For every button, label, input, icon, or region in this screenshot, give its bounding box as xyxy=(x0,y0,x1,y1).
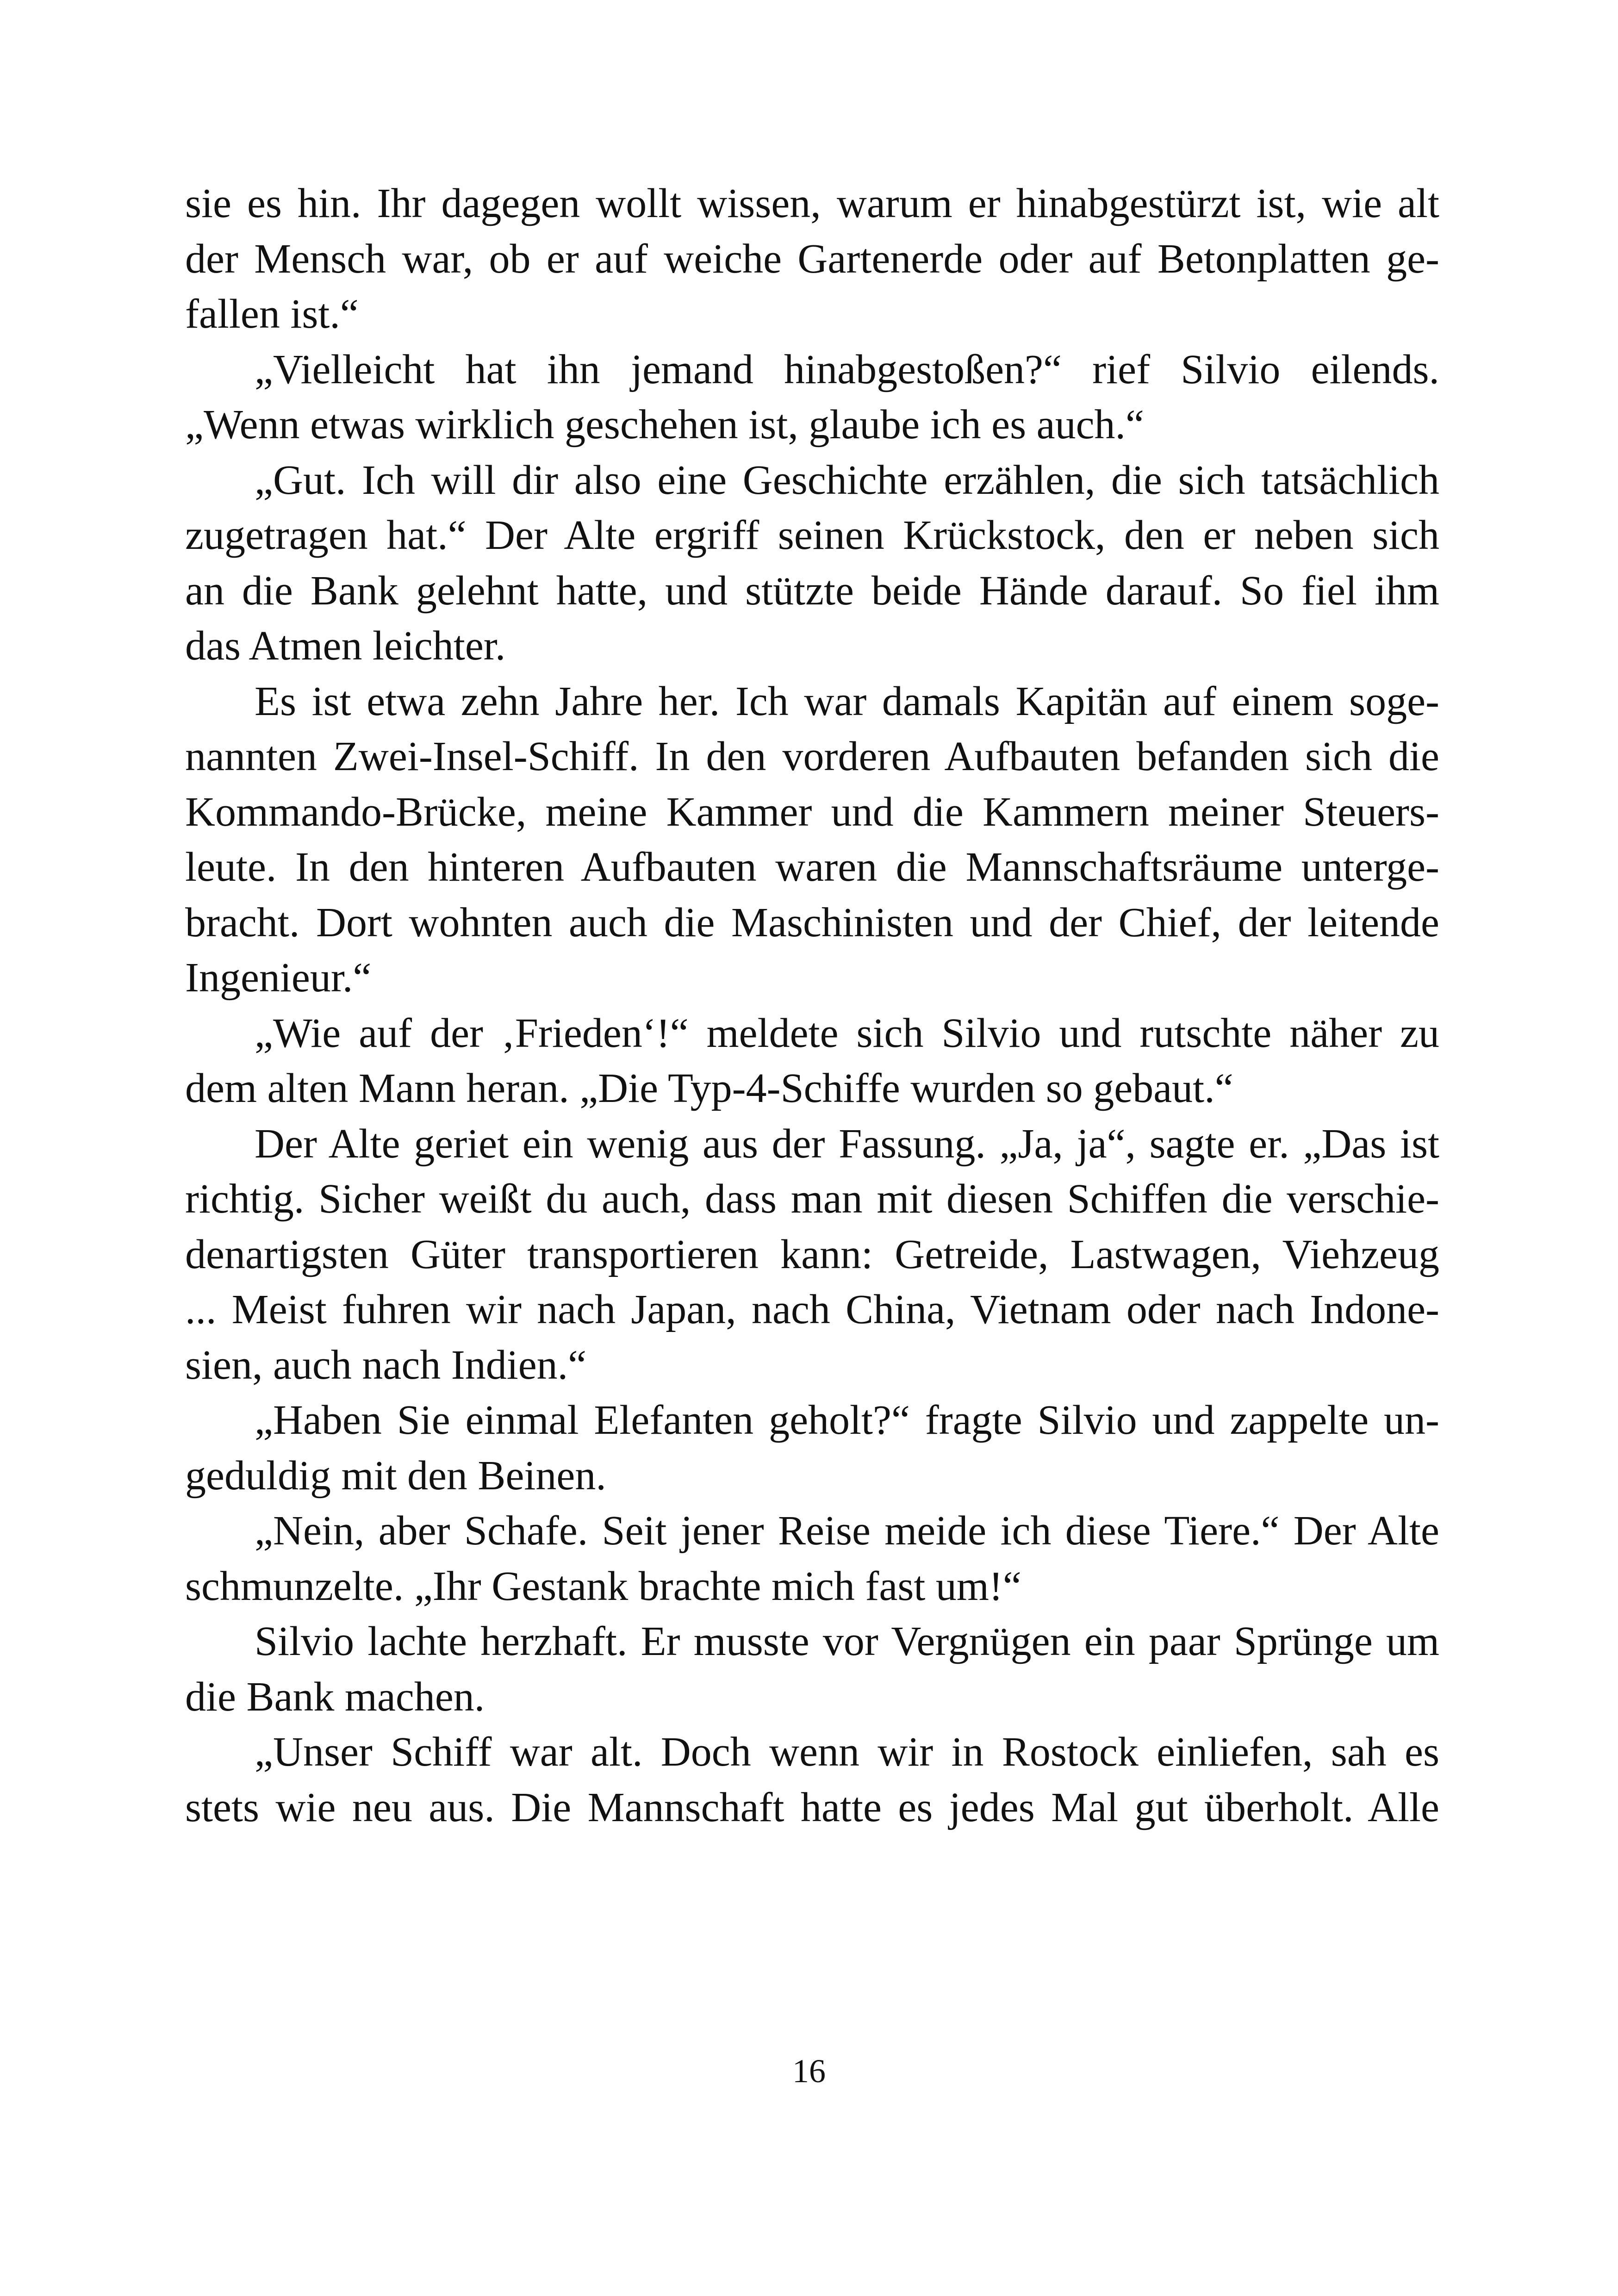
text-line: die Bank machen. xyxy=(185,1674,485,1720)
text-line: leute. In den hinteren Aufbauten waren die Mannschaftsräume unterge- xyxy=(185,844,1439,890)
text-line: „Vielleicht hat ihn jemand hinabgestoßen?“ rief Silvio eilends. xyxy=(255,346,1439,392)
text-line: denartigsten Güter transportieren kann: Getreide, Lastwagen, Viehzeug xyxy=(185,1231,1439,1277)
text-line: geduldig mit den Beinen. xyxy=(185,1452,606,1499)
text-line: zugetragen hat.“ Der Alte ergriff seinen Krückstock, den er neben sich xyxy=(185,512,1439,558)
text-line: Silvio lachte herzhaft. Er musste vor Vergnügen ein paar Sprünge um xyxy=(255,1618,1439,1664)
text-line: fallen ist.“ xyxy=(185,291,359,337)
text-line: Es ist etwa zehn Jahre her. Ich war damals Kapitän auf einem soge- xyxy=(255,678,1439,724)
text-line: an die Bank gelehnt hatte, und stützte beide Hände darauf. So fiel ihm xyxy=(185,567,1439,614)
text-line: der Mensch war, ob er auf weiche Gartenerde oder auf Betonplatten ge- xyxy=(185,236,1439,282)
text-line: das Atmen leichter. xyxy=(185,623,506,669)
text-line: dem alten Mann heran. „Die Typ-4-Schiffe wurden so gebaut.“ xyxy=(185,1065,1233,1111)
text-line: „Haben Sie einmal Elefanten geholt?“ fragte Silvio und zappelte un- xyxy=(255,1397,1439,1443)
text-line: Ingenieur.“ xyxy=(185,955,372,1001)
text-line: stets wie neu aus. Die Mannschaft hatte es jedes Mal gut überholt. Alle xyxy=(185,1784,1439,1830)
text-line: „Gut. Ich will dir also eine Geschichte erzählen, die sich tatsächlich xyxy=(255,457,1439,503)
text-line: schmunzelte. „Ihr Gestank brachte mich fast um!“ xyxy=(185,1563,1021,1609)
text-line: Der Alte geriet ein wenig aus der Fassung. „Ja, ja“, sagte er. „Das ist xyxy=(255,1120,1439,1167)
text-line: Kommando-Brücke, meine Kammer und die Kammern meiner Steuers- xyxy=(185,789,1439,835)
page-number: 16 xyxy=(792,2053,826,2090)
text-line: richtig. Sicher weißt du auch, dass man mit diesen Schiffen die verschie- xyxy=(185,1176,1439,1222)
text-line: „Nein, aber Schafe. Seit jener Reise meide ich diese Tiere.“ Der Alte xyxy=(255,1508,1439,1554)
text-line: bracht. Dort wohnten auch die Maschinisten und der Chief, der leitende xyxy=(185,899,1439,946)
text-line: sien, auch nach Indien.“ xyxy=(185,1342,587,1388)
text-line: ... Meist fuhren wir nach Japan, nach China, Vietnam oder nach Indone- xyxy=(185,1287,1439,1332)
text-line: „Unser Schiff war alt. Doch wenn wir in Rostock einliefen, sah es xyxy=(255,1729,1439,1775)
text-line: „Wie auf der ‚Frieden‘!“ meldete sich Silvio und rutschte näher zu xyxy=(255,1010,1439,1056)
text-line: sie es hin. Ihr dagegen wollt wissen, warum er hinabgestürzt ist, wie alt xyxy=(185,180,1439,226)
text-line: nannten Zwei-Insel-Schiff. In den vorderen Aufbauten befanden sich die xyxy=(185,734,1439,779)
text-line: „Wenn etwas wirklich geschehen ist, glaube ich es auch.“ xyxy=(185,402,1144,448)
body-text xyxy=(185,176,1439,1835)
